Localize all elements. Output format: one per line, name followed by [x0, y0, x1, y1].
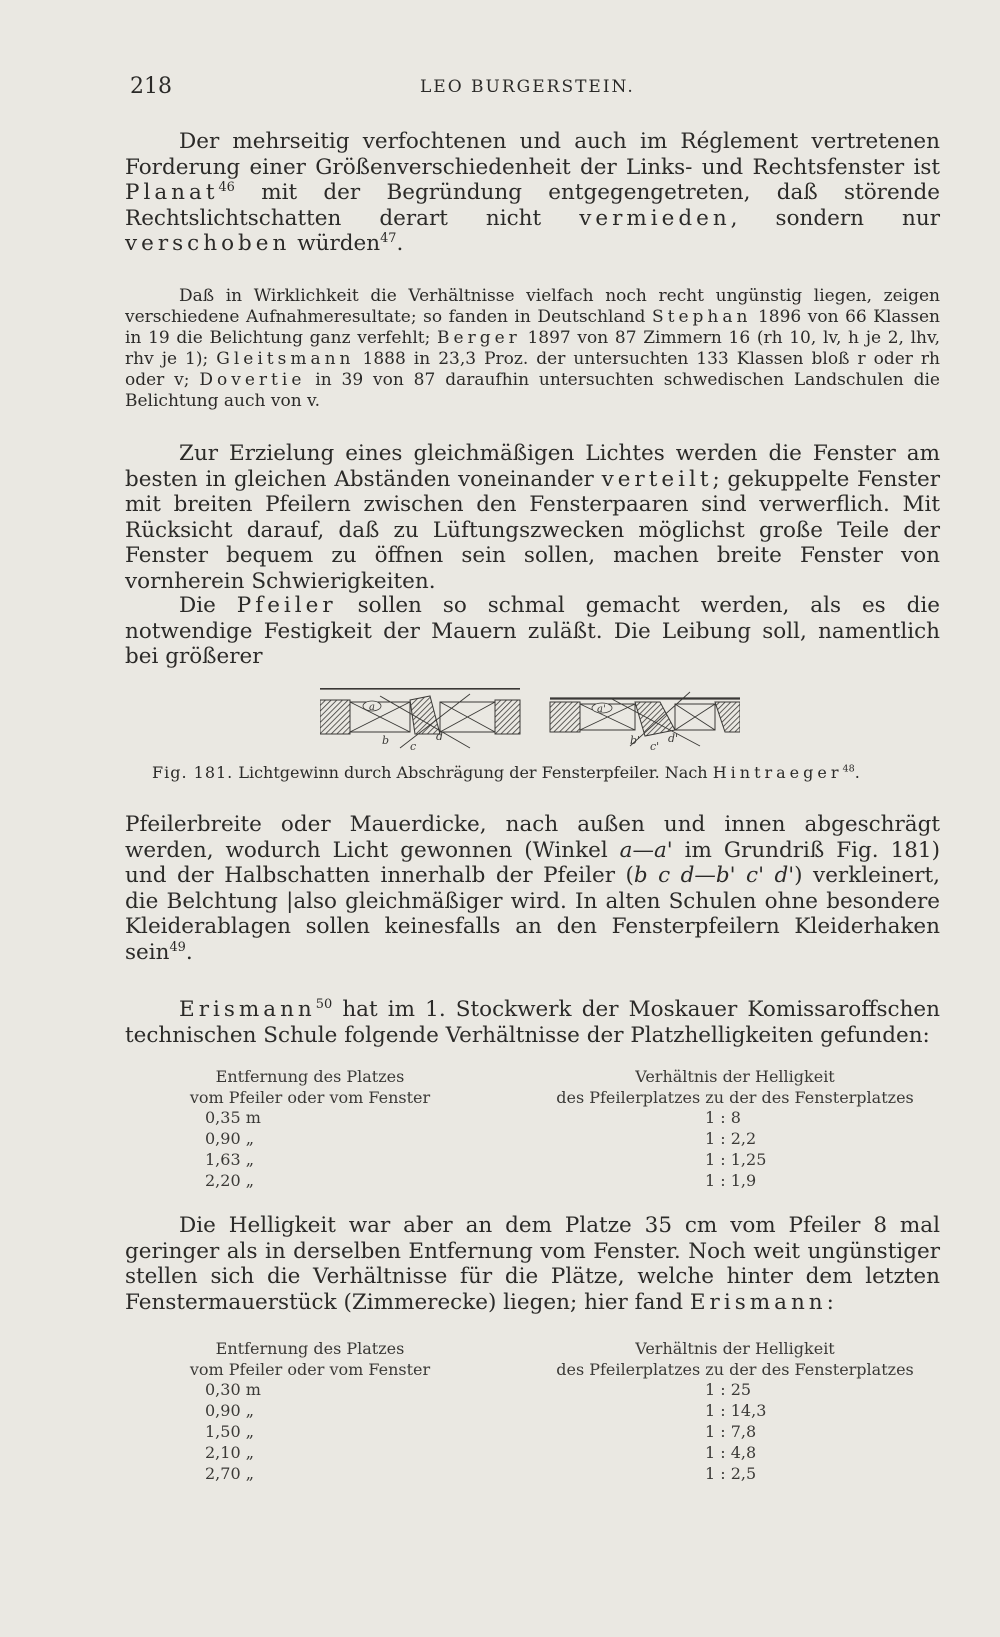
figure-caption: Fig. 181. Lichtgewinn durch Abschrägung der Fensterpfeiler. Nach Hintraeger$^{48}$.: [152, 763, 860, 782]
shadow-point-label: c': [650, 740, 660, 753]
shadow-point-label: d: [436, 730, 444, 743]
shadow-point-label: b: [382, 734, 390, 747]
page-header: [130, 74, 930, 104]
table-header-row: vom Pfeiler oder vom Fenster des Pfeilerplatzes zu der des Fensterplatzes: [189, 1088, 914, 1107]
footnote-ref: 47: [380, 230, 397, 246]
left-wall-plan: [320, 694, 520, 753]
table-row: 2,70 „ 1 : 2,5: [205, 1464, 757, 1483]
table-row: 0,90 „ 1 : 2,2: [205, 1129, 757, 1148]
paragraph-window-distribution: Zur Erzielung eines gleichmäßigen Lichtes werden die Fenster am besten in gleichen Abständen voneinander verteilt; gekuppelte Fenster mit breiten Pfeilern zwischen den Fensterpaaren sind verwerflich. Mit Rücksicht darauf, daß zu Lüftungszwecken möglichst große Teile der Fenster bequem zu öffnen sein sollen, machen breite Fenster von vornherein Schwierigkeiten.: [125, 441, 940, 594]
table-row: 1,63 „ 1 : 1,25: [205, 1150, 767, 1169]
table-row: 0,90 „ 1 : 14,3: [205, 1401, 767, 1420]
paragraph-erismann: Erismann$^{50}$ hat im 1. Stockwerk der Moskauer Komissaroffschen technischen Schule folgende Verhältnisse der Platzhelligkeiten gefunden:: [125, 996, 940, 1048]
footnote-ref: 46: [218, 179, 235, 195]
angle-label: a: [369, 702, 375, 713]
angle-label: a': [597, 704, 606, 715]
table-row: 0,30 m 1 : 25: [205, 1380, 752, 1399]
figure-181-diagram: [320, 688, 740, 754]
page-number: 218: [130, 74, 172, 99]
shadow-point-label: b': [630, 734, 641, 747]
brightness-table-2: [95, 1338, 945, 1485]
paragraph-survey-results: Daß in Wirklichkeit die Verhältnisse vielfach noch recht ungünstig liegen, zeigen verschiedene Aufnahmeresultate; so fanden in Deutschland Stephan 1896 von 66 Klassen in 19 die Belichtung ganz verfehlt; Berger 1897 von 87 Zimmern 16 (rh 10, lv, h je 2, lhv, rhv je 1); Gleitsmann 1888 in 23,3 Proz. der untersuchten 133 Klassen bloß r oder rh oder v; Dovertie in 39 von 87 daraufhin untersuchten schwedischen Landschulen die Belichtung auch von v.: [125, 286, 940, 411]
table-header-row: vom Pfeiler oder vom Fenster des Pfeilerplatzes zu der des Fensterplatzes: [189, 1360, 914, 1379]
right-wall-plan: [550, 692, 740, 753]
table-row: 1,50 „ 1 : 7,8: [205, 1422, 757, 1441]
footnote-ref: 49: [169, 939, 186, 955]
shadow-point-label: c: [410, 740, 417, 753]
paragraph-brightness: Die Helligkeit war aber an dem Platze 35 cm vom Pfeiler 8 mal geringer als in derselben Entfernung vom Fenster. Noch weit ungünstiger stellen sich die Verhältnisse für die Plätze, welche hinter dem letzten Fenstermauerstück (Zimmerecke) liegen; hier fand Erismann:: [125, 1213, 940, 1315]
running-title: LEO BURGERSTEIN.: [420, 77, 635, 97]
paragraph-bevelling: Pfeilerbreite oder Mauerdicke, nach außen und innen abgeschrägt werden, wodurch Licht gewonnen (Winkel a—a' im Grundriß Fig. 181) und der Halbschatten innerhalb der Pfeiler (b c d—b' c' d') verkleinert, die Belchtung |also gleichmäßiger wird. In alten Schulen ohne besondere Kleiderablagen sollen keinesfalls an den Fensterpfeilern Kleiderhaken sein$^{49}$.: [125, 812, 941, 965]
author-name: Planat: [125, 180, 219, 205]
footnote-ref: 50: [315, 996, 333, 1012]
table-header-row: Entfernung des Platzes Verhältnis der Helligkeit: [215, 1067, 835, 1086]
table-row: 0,35 m 1 : 8: [205, 1108, 741, 1127]
table-row: 2,10 „ 1 : 4,8: [205, 1443, 757, 1462]
paragraph-planat: Der mehrseitig verfochtenen und auch im Réglement vertretenen Forderung einer Größenverschiedenheit der Links- und Rechtsfenster ist Planat$^{46}$ mit der Begründung entgegengetreten, daß störende Rechtslichtschatten derart nicht vermieden, sondern nur verschoben würden$^{47}$.: [125, 129, 940, 256]
brightness-table-1: [95, 1066, 945, 1192]
paragraph-pillars: Die Pfeiler sollen so schmal gemacht werden, als es die notwendige Festigkeit der Mauern zuläßt. Die Leibung soll, namentlich bei größerer: [125, 593, 940, 669]
shadow-point-label: d': [668, 732, 679, 745]
table-header-row: Entfernung des Platzes Verhältnis der Helligkeit: [215, 1339, 835, 1358]
table-row: 2,20 „ 1 : 1,9: [205, 1171, 757, 1190]
